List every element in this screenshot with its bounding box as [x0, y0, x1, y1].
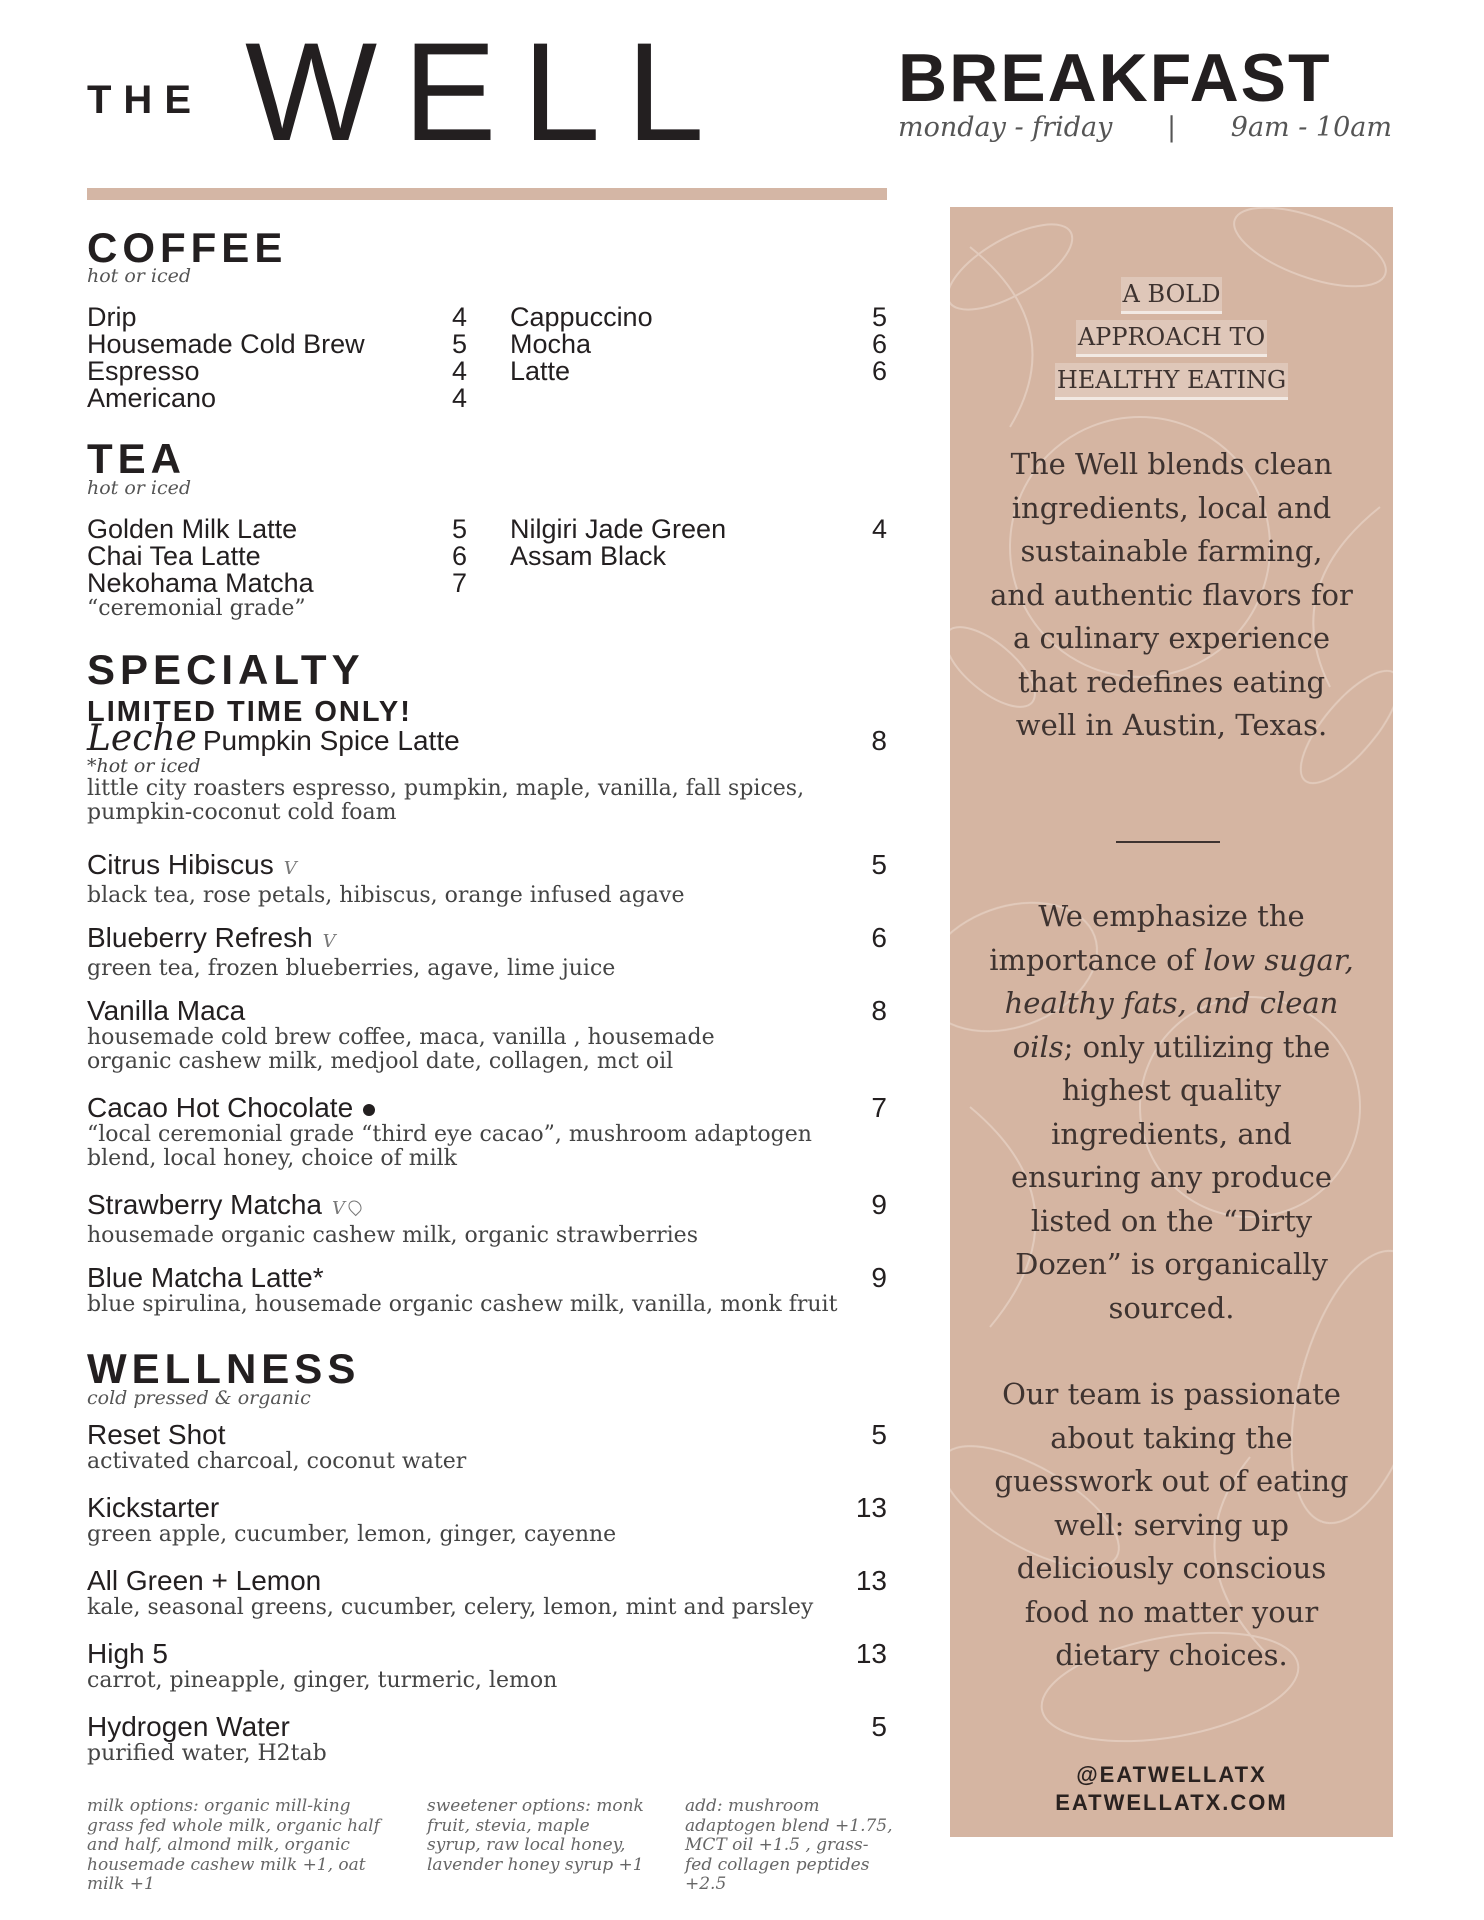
item-name: Housemade Cold Brew	[87, 329, 365, 359]
tea-right-list	[510, 516, 887, 570]
item-price: 5	[871, 1419, 887, 1450]
item-name: Cappuccino	[510, 302, 653, 332]
menu-row	[510, 331, 887, 358]
menu-row	[87, 516, 467, 543]
approach-line: APPROACH TO	[1076, 320, 1267, 357]
item-name: Strawberry Matcha	[87, 1189, 322, 1220]
item-price: 8	[871, 995, 887, 1026]
item-head	[87, 718, 887, 759]
item-price: 13	[855, 1638, 887, 1669]
tea-subtitle: hot or iced	[87, 477, 192, 499]
logo-well: WELL	[245, 13, 731, 170]
item-name: Espresso	[87, 356, 200, 386]
item-desc: activated charcoal, coconut water	[87, 1449, 467, 1474]
menu-row	[510, 304, 887, 331]
item-price: 5	[871, 302, 887, 332]
item-price: 5	[451, 514, 467, 544]
specialty-title: SPECIALTY	[87, 646, 365, 693]
coffee-left-list	[87, 304, 467, 412]
item-price: 9	[871, 1189, 887, 1220]
leche-script: Leche	[87, 718, 197, 759]
menu-item	[87, 1263, 887, 1317]
menu-item	[87, 923, 887, 981]
header-rule	[87, 188, 887, 200]
menu-row	[87, 570, 467, 597]
item-name: Cacao Hot Chocolate	[87, 1092, 354, 1123]
leaf-icon	[346, 1197, 364, 1215]
item-name-wrap	[87, 923, 336, 957]
logo-the: THE	[87, 78, 203, 122]
menu-item	[87, 996, 887, 1074]
item-price: 4	[451, 383, 467, 413]
tea-title: TEA	[87, 435, 186, 482]
item-name: Reset Shot	[87, 1419, 226, 1450]
about-paragraph-3: Our team is passionate about taking the guesswork out of eating well: serving up deliciously conscious food no matter your dietary choices.	[994, 1377, 1349, 1672]
menu-row	[87, 385, 467, 412]
item-name: Pumpkin Spice Latte	[202, 725, 460, 756]
social-handle: @EATWELLATX	[1076, 1762, 1267, 1787]
separator: |	[1167, 112, 1177, 143]
item-head	[87, 1712, 887, 1742]
menu-item	[87, 1190, 887, 1248]
divider	[1116, 841, 1220, 843]
approach-line: HEALTHY EATING	[1055, 363, 1288, 400]
item-desc: green tea, frozen blueberries, agave, lime juice	[87, 956, 616, 981]
hours: 9am - 10am	[1230, 112, 1392, 143]
item-price: 6	[871, 356, 887, 386]
item-name: Mocha	[510, 329, 592, 359]
item-name-wrap	[87, 1093, 375, 1123]
item-name-wrap	[87, 850, 297, 884]
item-price: 9	[871, 1262, 887, 1293]
item-name: Drip	[87, 302, 137, 332]
item-price: 5	[871, 849, 887, 880]
sweetener-options-note: sweetener options: monk fruit, stevia, maple syrup, raw local honey, lavender honey syrup +1	[427, 1796, 644, 1875]
item-desc: blue spirulina, housemade organic cashew milk, vanilla, monk fruit	[87, 1292, 838, 1317]
item-head	[87, 850, 887, 884]
menu-item	[87, 1420, 887, 1474]
item-head	[87, 996, 887, 1026]
approach-heading	[950, 273, 1393, 402]
item-name: High 5	[87, 1638, 168, 1669]
item-name: Americano	[87, 383, 217, 413]
about-paragraph-1: The Well blends clean ingredients, local and sustainable farming, and authentic flavors for a culinary experience that redefines eating well in Austin, Texas.	[990, 447, 1353, 742]
item-price: 8	[871, 725, 887, 756]
item-desc: carrot, pineapple, ginger, turmeric, lemon	[87, 1668, 558, 1693]
hours-line	[898, 112, 1392, 143]
limited-time-banner: LIMITED TIME ONLY!	[87, 696, 412, 728]
item-name: Golden Milk Latte	[87, 514, 298, 544]
menu-row	[87, 331, 467, 358]
item-head	[87, 1639, 887, 1669]
item-head	[87, 923, 887, 957]
side-panel	[950, 207, 1393, 1837]
website-link[interactable]: EATWELLATX.COM	[1055, 1790, 1288, 1815]
menu-row	[510, 516, 887, 543]
wellness-subtitle: cold pressed & organic	[87, 1387, 311, 1409]
item-name: Hydrogen Water	[87, 1711, 290, 1742]
page-title: BREAKFAST	[898, 40, 1332, 116]
item-price: 13	[855, 1492, 887, 1523]
item-name: Blueberry Refresh	[87, 922, 313, 953]
menu-item	[87, 1093, 887, 1171]
item-desc: black tea, rose petals, hibiscus, orange infused agave	[87, 883, 685, 908]
item-price: 7	[451, 568, 467, 598]
para2-before: We emphasize the importance of	[989, 899, 1305, 977]
item-head	[87, 1493, 887, 1523]
matcha-note: “ceremonial grade”	[87, 596, 306, 621]
wellness-title: WELLNESS	[87, 1345, 361, 1392]
menu-item	[87, 850, 887, 908]
item-desc: purified water, H2tab	[87, 1741, 327, 1766]
item-head	[87, 1093, 887, 1123]
item-name: Assam Black	[510, 541, 667, 571]
para2-after: ; only utilizing the highest quality ingredients, and ensuring any produce listed on the “Dirty Dozen” is organically sourced.	[1010, 1029, 1333, 1325]
menu-row	[510, 358, 887, 385]
vegan-mark: V	[331, 1198, 345, 1219]
item-name: Nekohama Matcha	[87, 568, 314, 598]
item-name: Citrus Hibiscus	[87, 849, 274, 880]
approach-line: A BOLD	[1121, 277, 1223, 314]
menu-row	[87, 358, 467, 385]
item-price: 4	[451, 302, 467, 332]
item-price: 6	[451, 541, 467, 571]
item-head	[87, 1263, 887, 1293]
item-desc: housemade organic cashew milk, organic strawberries	[87, 1223, 698, 1248]
menu-item	[87, 1493, 887, 1547]
item-desc: “local ceremonial grade “third eye cacao”, mushroom adaptogen blend, local honey, choice of milk	[87, 1122, 812, 1171]
vegan-mark: V	[283, 858, 297, 879]
item-price: 4	[871, 514, 887, 544]
item-name: Vanilla Maca	[87, 995, 246, 1026]
menu-row	[87, 304, 467, 331]
item-price: 6	[871, 329, 887, 359]
vegan-mark: V	[322, 931, 336, 952]
coffee-title: COFFEE	[87, 224, 288, 271]
item-name: All Green + Lemon	[87, 1565, 322, 1596]
tea-left-list	[87, 516, 467, 621]
item-name: Kickstarter	[87, 1492, 220, 1523]
about-paragraph-2	[950, 895, 1393, 1330]
item-price: 6	[871, 922, 887, 953]
dot-icon	[363, 1104, 375, 1116]
item-price: 7	[871, 1092, 887, 1123]
days: monday - friday	[898, 112, 1113, 143]
item-desc: kale, seasonal greens, cucumber, celery, lemon, mint and parsley	[87, 1595, 814, 1620]
item-head	[87, 1566, 887, 1596]
menu-item-leche	[87, 718, 887, 825]
item-name-wrap	[87, 1190, 361, 1224]
item-name: Nilgiri Jade Green	[510, 514, 727, 544]
menu-item	[87, 1566, 887, 1620]
add-options-note: add: mushroom adaptogen blend +1.75, MCT oil +1.5 , grass-fed collagen peptides +2.5	[685, 1796, 893, 1894]
item-desc: housemade cold brew coffee, maca, vanilla , housemade organic cashew milk, medjool date, collagen, mct oil	[87, 1025, 715, 1074]
menu-item	[87, 1712, 887, 1766]
menu-row	[87, 543, 467, 570]
item-note: *hot or iced	[87, 755, 201, 777]
item-price: 4	[451, 356, 467, 386]
item-name: Blue Matcha Latte*	[87, 1262, 324, 1293]
menu-item	[87, 1639, 887, 1693]
item-head	[87, 1190, 887, 1224]
para2-italic: low sugar, healthy fats, and clean oils	[1004, 942, 1354, 1064]
item-name: Chai Tea Latte	[87, 541, 261, 571]
item-desc: green apple, cucumber, lemon, ginger, cayenne	[87, 1522, 617, 1547]
menu-row	[510, 543, 887, 570]
item-desc: little city roasters espresso, pumpkin, maple, vanilla, fall spices, pumpkin-coconut cold foam	[87, 776, 805, 825]
item-name-wrap	[87, 718, 460, 759]
coffee-right-list	[510, 304, 887, 385]
item-price: 5	[871, 1711, 887, 1742]
milk-options-note: milk options: organic mill-king grass fed whole milk, organic half and half, almond milk, organic housemade cashew milk +1, oat milk +1	[87, 1796, 380, 1894]
coffee-subtitle: hot or iced	[87, 265, 192, 287]
item-price: 13	[855, 1565, 887, 1596]
item-price: 5	[451, 329, 467, 359]
item-name: Latte	[510, 356, 571, 386]
item-head	[87, 1420, 887, 1450]
